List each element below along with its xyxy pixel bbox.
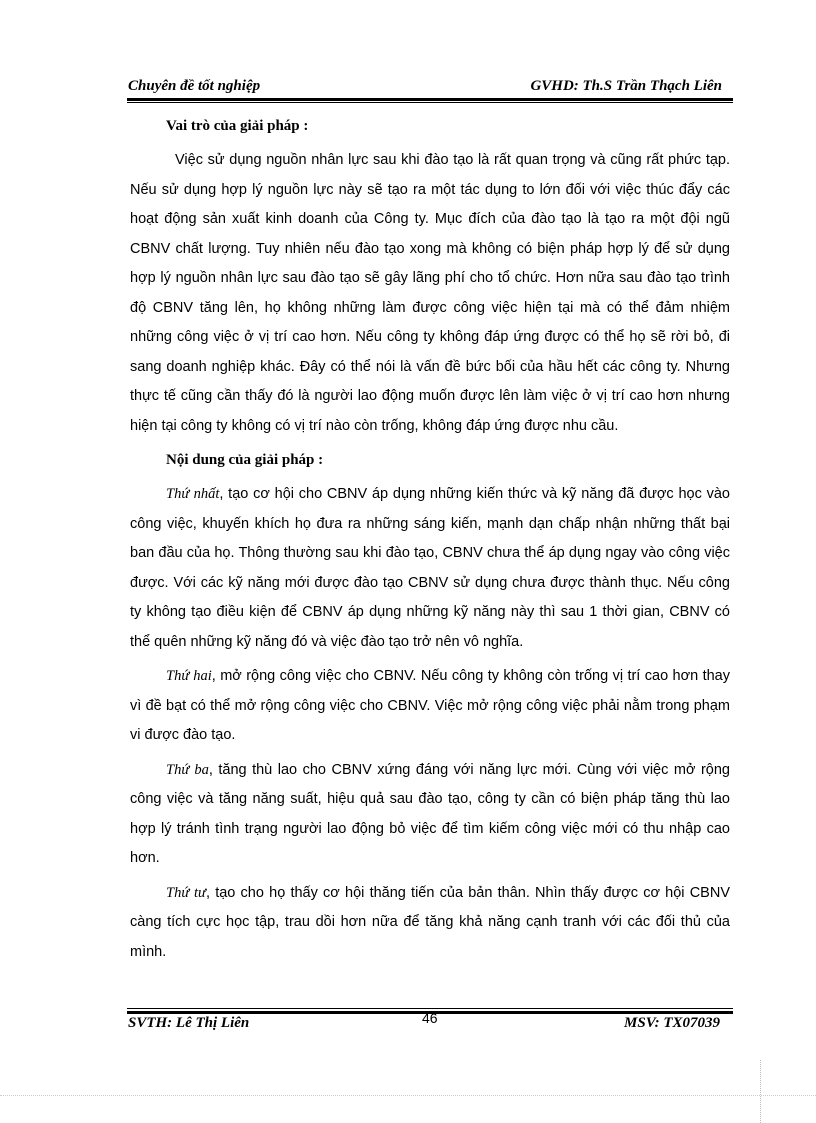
header-supervisor: GVHD: Th.S Trần Thạch Liên [530,78,722,94]
footer-student: SVTH: Lê Thị Liên [128,1015,250,1031]
paragraph-third: Thứ ba, tăng thù lao cho CBNV xứng đáng với năng lực mới. Cùng với việc mở rộng công việc và tăng năng suất, hiệu quả sau đào tạo, công ty cần có biện pháp tăng thù lao hợp lý tránh tình trạng người lao động bỏ việc để tìm kiếm công việc mới có thu nhập cao hơn. [130,761,730,866]
paragraph-fourth: Thứ tư, tạo cho họ thấy cơ hội thăng tiến của bản thân. Nhìn thấy được cơ hội CBNV càng tích cực học tập, trau dồi hơn nữa để tăng khả năng cạnh tranh với các đối thủ của mình. [130,884,730,960]
page-corner-mark [760,1060,761,1123]
header-rule-thick [127,98,733,101]
footer-rule-thin [127,1008,733,1009]
body-content [130,112,730,972]
paragraph-lead: Thứ hai [166,668,212,684]
page-footer [128,1010,732,1032]
footer-student-id: MSV: TX07039 [624,1015,720,1031]
header-rule-thin [127,102,733,103]
paragraph-lead: Thứ ba [166,761,209,778]
section-heading-content: Nội dung của giải pháp : [166,452,324,468]
paragraph-lead: Thứ nhất [166,486,220,502]
section-heading-role: Vai trò của giải pháp : [166,118,309,134]
paragraph-second: Thứ hai, mở rộng công việc cho CBNV. Nếu công ty không còn trống vị trí cao hơn thay vì đề bạt có thể mở rộng công việc cho CBNV. Việc mở rộng công việc phải nằm trong phạm vi được đào tạo. [130,668,730,743]
page-bottom-guide [0,1095,816,1096]
paragraph-first: Thứ nhất, tạo cơ hội cho CBNV áp dụng những kiến thức và kỹ năng đã được học vào công việc, khuyến khích họ đưa ra những sáng kiến, mạnh dạn chấp nhận những thất bại ban đầu của họ. Thông thường sau khi đào tạo, CBNV chưa thể áp dụng ngay vào công việc được. Với các kỹ năng mới được đào tạo CBNV sử dụng chưa được thành thục. Nếu công ty không tạo điều kiện để CBNV áp dụng những kỹ năng này thì sau 1 thời gian, CBNV có thể quên những kỹ năng đó và việc đào tạo trở nên vô nghĩa. [130,486,730,650]
page-header [128,74,732,98]
header-thesis-title: Chuyên đề tốt nghiệp [128,78,261,94]
paragraph-lead: Thứ tư [166,884,206,901]
paragraph-role: Việc sử dụng nguồn nhân lực sau khi đào tạo là rất quan trọng và cũng rất phức tạp. Nếu sử dụng hợp lý nguồn lực này sẽ tạo ra một tác dụng to lớn đối với việc thúc đẩy các hoạt động sản xuất kinh doanh của Công ty. Mục đích của đào tạo là tạo ra một đội ngũ CBNV chất lượng. Tuy nhiên nếu đào tạo xong mà không có biện pháp hợp lý để sử dụng hợp lý nguồn nhân lực sau đào tạo sẽ gây lãng phí cho tổ chức. Hơn nữa sau đào tạo trình độ CBNV tăng lên, họ không những làm được công việc hiện tại mà có thể đảm nhiệm những công việc ở vị trí cao hơn. Nếu công ty không đáp ứng được có thể họ sẽ rời bỏ, đi sang doanh nghiệp khác. Đây có thể nói là vấn đề bức bối của hầu hết các công ty. Nhưng thực tế cũng cần thấy đó là người lao động muốn được lên làm việc ở vị trí cao hơn nhưng hiện tại công ty không có vị trí nào còn trống, không đáp ứng được nhu cầu. [130,152,730,434]
page-number: 46 [422,1010,438,1026]
